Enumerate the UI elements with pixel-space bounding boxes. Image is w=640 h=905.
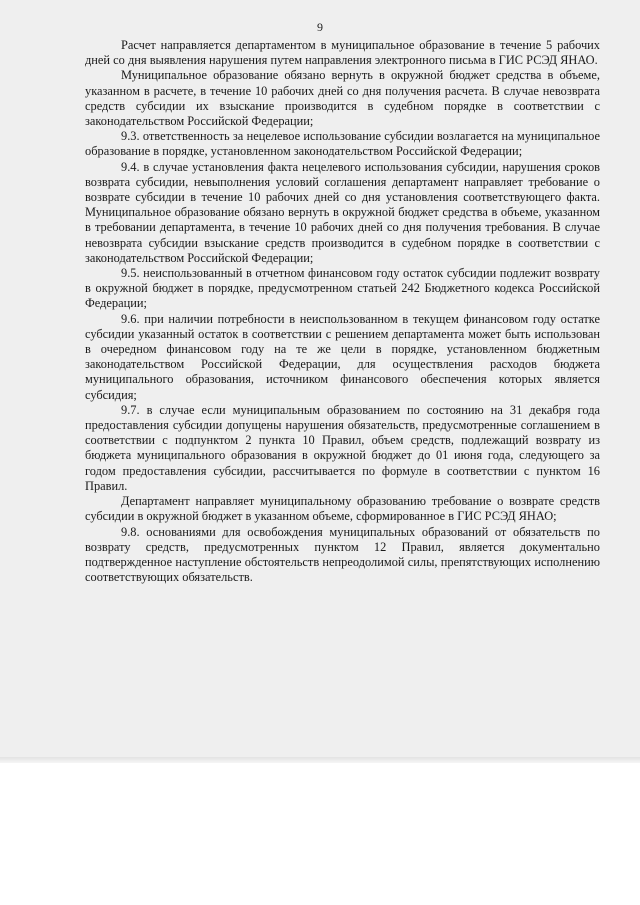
paragraph-9-5: 9.5. неиспользованный в отчетном финансовом году остаток субсидии подлежит возврату в окружной бюджет в порядке, предусмотренном статьей 242 Бюджетного кодекса Российской Федерации; (85, 266, 600, 311)
paragraph-calculation-sent: Расчет направляется департаментом в муниципальное образование в течение 5 рабочих дней со дня выявления нарушения путем направления электронного письма в ГИС РСЭД ЯНАО. (85, 38, 600, 68)
document-body (85, 38, 600, 585)
paragraph-department-request: Департамент направляет муниципальному образованию требование о возврате средств субсидии в окружной бюджет в указанном объеме, сформированное в ГИС РСЭД ЯНАО; (85, 494, 600, 524)
page-number: 9 (317, 20, 323, 34)
paragraph-9-3: 9.3. ответственность за нецелевое использование субсидии возлагается на муниципальное образование в порядке, установленном законодательством Российской Федерации; (85, 129, 600, 159)
paragraph-9-8: 9.8. основаниями для освобождения муниципальных образований от обязательств по возврату средств, предусмотренных пунктом 12 Правил, является документально подтвержденное наступление обстоятельств непреодолимой силы, препятствующих исполнению соответствующих обязательств. (85, 524, 600, 585)
paragraph-9-6: 9.6. при наличии потребности в неиспользованном в текущем финансовом году остатке субсидии указанный остаток в соответствии с решением департамента может быть использован в очередном финансовом году на те же цели в порядке, установленном бюджетным законодательством Российской Федерации, для осуществления расходов бюджета муниципального образования, источником финансового обеспечения которых является субсидия; (85, 311, 600, 402)
scan-edge (0, 757, 640, 763)
paragraph-return-obligation: Муниципальное образование обязано вернуть в окружной бюджет средства в объеме, указанном в расчете, в течение 10 рабочих дней со дня получения расчета. В случае невозврата средств субсидии их взыскание производится в судебном порядке в соответствии с законодательством Российской Федерации; (85, 68, 600, 129)
paragraph-9-7: 9.7. в случае если муниципальным образованием по состоянию на 31 декабря года предоставления субсидии допущены нарушения обязательств, предусмотренные соглашением в соответствии с подпунктом 2 пункта 10 Правил, объем средств, подлежащий возврату из бюджета муниципального образования в окружной бюджет до 01 июня года, следующего за годом предоставления субсидии, рассчитывается по формуле в соответствии с пунктом 16 Правил. (85, 402, 600, 493)
paragraph-9-4: 9.4. в случае установления факта нецелевого использования субсидии, нарушения сроков возврата субсидии, невыполнения условий соглашения департамент направляет требование о возврате субсидии в течение 10 рабочих дней со дня установления соответствующего факта. Муниципальное образование обязано вернуть в окружной бюджет средства в объеме, указанном в требовании департамента, в течение 10 рабочих дней со дня получения требования. В случае невозврата субсидии взыскание средств производится в судебном порядке в соответствии с законодательством Российской Федерации; (85, 159, 600, 265)
